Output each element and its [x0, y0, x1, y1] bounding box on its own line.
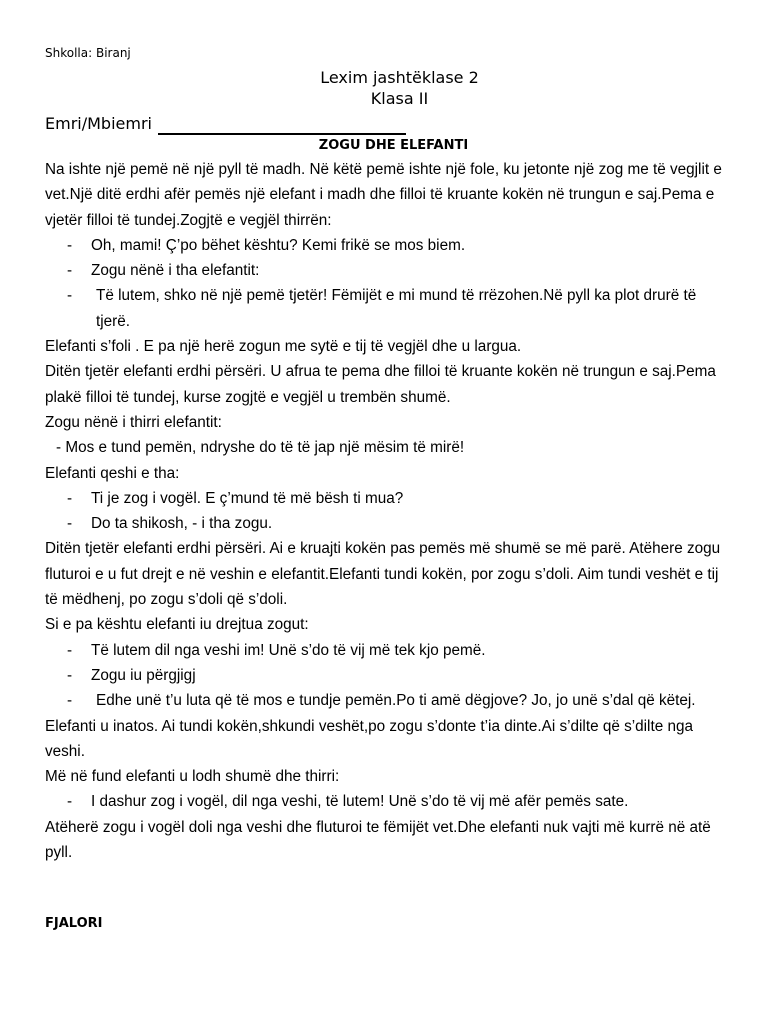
dialogue-line: - Mos e tund pemën, ndryshe do të të jap një mësim të mirë!: [56, 439, 465, 457]
name-field-row: [45, 113, 728, 135]
paragraph: Më në fund elefanti u lodh shumë dhe thirri:: [45, 768, 340, 786]
paragraph: Si e pa kështu elefanti iu drejtua zogut:: [45, 616, 309, 634]
list-item: - Të lutem dil nga veshi im! Unë s’do të vij më tek kjo pemë.: [67, 641, 486, 659]
story-body: [45, 157, 728, 865]
story-title: ZOGU DHE ELEFANTI: [318, 138, 469, 153]
paragraph: Na ishte një pemë në një pyll të madh. Në këtë pemë ishte një fole, ku jetonte një zog me të vegjlit e vet.Një ditë erdhi afër pemës një elefant i madh dhe filloi të kruante kokën në trungun e saj.Pema e vjetër filloi të tundej.Zogjtë e vegjël thirrën:: [45, 161, 722, 229]
list-item: - I dashur zog i vogël, dil nga veshi, të lutem! Unë s’do të vij më afër pemës sate.: [67, 793, 629, 811]
list-item: - Ti je zog i vogël. E ç’mund të më bësh ti mua?: [67, 489, 404, 507]
glossary-heading: FJALORI: [45, 916, 103, 932]
paragraph: Zogu nënë i thirri elefantit:: [45, 413, 222, 431]
document-title: Lexim jashtëklase 2: [320, 68, 479, 87]
class-label: Klasa II: [370, 89, 429, 108]
paragraph: Ditën tjetër elefanti erdhi përsëri. Ai e kruajti kokën pas pemës më shumë se më parë. Atëhere zogu fluturoi e u fut drejt e në veshin e elefantit.Elefanti tundi kokën, por zogu s’doli. Aim tundi veshët e tij të mëdhenj, po zogu s’doli që s’doli.: [45, 540, 721, 609]
paragraph: Elefanti s’foli . E pa një herë zogun me sytë e tij të vegjël dhe u largua.: [45, 338, 522, 356]
list-item: - Oh, mami! Ç’po bëhet kështu? Kemi frikë se mos biem.: [67, 236, 466, 254]
list-item: - Të lutem, shko në një pemë tjetër! Fëmijët e mi mund të rrëzohen.Në pyll ka plot drurë të tjerë.: [67, 287, 697, 330]
paragraph: Elefanti qeshi e tha:: [45, 464, 180, 482]
paragraph: Atëherë zogu i vogël doli nga veshi dhe fluturoi te fëmijët vet.Dhe elefanti nuk vajti më kurrë në atë pyll.: [45, 818, 711, 862]
paragraph: Elefanti u inatos. Ai tundi kokën,shkundi veshët,po zogu s’donte t’ia dinte.Ai s’dilte që s’dilte nga veshi.: [45, 717, 693, 760]
list-item: - Do ta shikosh, - i tha zogu.: [67, 515, 273, 533]
list-item: - Zogu nënë i tha elefantit:: [67, 262, 260, 280]
list-item: - Zogu iu përgjigj: [67, 666, 196, 684]
school-name: Shkolla: Biranj: [45, 46, 131, 60]
name-label: Emri/Mbiemri: [45, 114, 152, 133]
name-blank-line[interactable]: [158, 117, 406, 135]
paragraph: Ditën tjetër elefanti erdhi përsëri. U afrua te pema dhe filloi të kruante kokën në trungun e saj.Pema plakë filloi të tundej, kurse zogjtë e vegjël u trembën shumë.: [45, 363, 716, 406]
list-item: - Edhe unë t’u luta që të mos e tundje pemën.Po ti amë dëgjove? Jo, jo unë s’dal që këtej.: [67, 692, 696, 710]
